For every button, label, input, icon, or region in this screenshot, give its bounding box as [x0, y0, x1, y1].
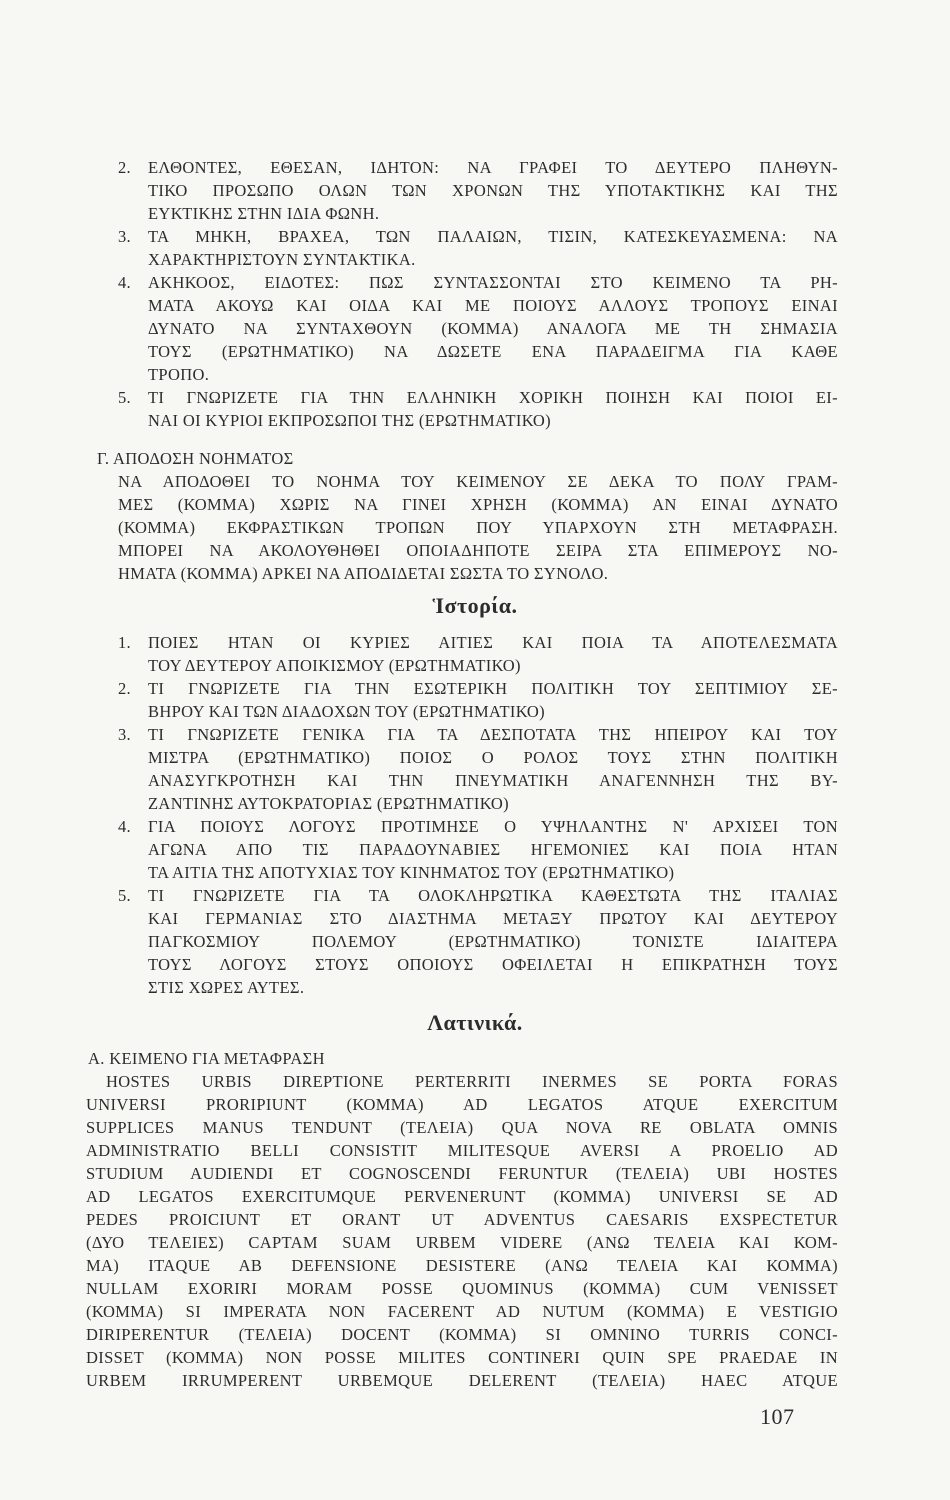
- text-line: ΣΤΙΣ ΧΩΡΕΣ ΑΥΤΕΣ.: [148, 978, 305, 997]
- text-line: ΕΥΚΤΙΚΗΣ ΣΤΗΝ ΙΔΙΑ ΦΩΝΗ.: [148, 204, 380, 223]
- section-title: Γ. ΑΠΟΔΟΣΗ ΝΟΗΜΑΤΟΣ: [97, 449, 294, 468]
- text-line: ΕΛΘΟΝΤΕΣ, ΕΘΕΣΑΝ, ΙΔΗΤΟΝ: ΝΑ ΓΡΑΦΕΙ ΤΟ ΔΕΥΤΕΡΟ ΠΛΗΘΥΝ-: [148, 158, 838, 177]
- latin-line: HOSTES URBIS DIREPTIONE PERTERRITI INERMES SE PORTA FORAS: [106, 1072, 838, 1091]
- item-number: 3.: [118, 227, 131, 246]
- history-heading-text: Ἱστορία.: [432, 593, 518, 618]
- text-line: ΓΙΑ ΠΟΙΟΥΣ ΛΟΓΟΥΣ ΠΡΟΤΙΜΗΣΕ Ο ΥΨΗΛΑΝΤΗΣ Ν' ΑΡΧΙΣΕΙ ΤΟΝ: [148, 817, 838, 836]
- text-line: ΤΟΥΣ ΛΟΓΟΥΣ ΣΤΟΥΣ ΟΠΟΙΟΥΣ ΟΦΕΙΛΕΤΑΙ Η ΕΠΙΚΡΑΤΗΣΗ ΤΟΥΣ: [148, 955, 838, 974]
- latin-line: STUDIUM AUDIENDI ET COGNOSCENDI FERUNTUR (ΤΕΛΕΙΑ) UBI HOSTES: [86, 1164, 838, 1183]
- text-line: ΜΠΟΡΕΙ ΝΑ ΑΚΟΛΟΥΘΗΘΕΙ ΟΠΟΙΑΔΗΠΟΤΕ ΣΕΙΡΑ ΣΤΑ ΕΠΙΜΕΡΟΥΣ ΝΟ-: [118, 541, 838, 560]
- latin-line: PEDES PROICIUNT ET ORANT UT ADVENTUS CAESARIS EXSPECTETUR: [86, 1210, 838, 1229]
- latin-line: DIRIPERENTUR (ΤΕΛΕΙΑ) DOCENT (ΚΟΜΜΑ) SI OMNINO TURRIS CONCI-: [86, 1325, 838, 1344]
- item-number: 2.: [118, 679, 131, 698]
- latin-line: URBEM IRRUMPERENT URBEMQUE DELERENT (ΤΕΛΕΙΑ) HAEC ATQUE: [86, 1371, 838, 1390]
- text-line: ΑΓΩΝΑ ΑΠΟ ΤΙΣ ΠΑΡΑΔΟΥΝΑΒΙΕΣ ΗΓΕΜΟΝΙΕΣ ΚΑΙ ΠΟΙΑ ΗΤΑΝ: [148, 840, 838, 859]
- item-number: 3.: [118, 725, 131, 744]
- text-line: ΚΑΙ ΓΕΡΜΑΝΙΑΣ ΣΤΟ ΔΙΑΣΤΗΜΑ ΜΕΤΑΞΥ ΠΡΩΤΟΥ ΚΑΙ ΔΕΥΤΕΡΟΥ: [148, 909, 838, 928]
- item-number: 4.: [118, 273, 131, 292]
- text-line: ΖΑΝΤΙΝΗΣ ΑΥΤΟΚΡΑΤΟΡΙΑΣ (ΕΡΩΤΗΜΑΤΙΚΟ): [148, 794, 510, 813]
- text-line: ΑΝΑΣΥΓΚΡΟΤΗΣΗ ΚΑΙ ΤΗΝ ΠΝΕΥΜΑΤΙΚΗ ΑΝΑΓΕΝΝΗΣΗ ΤΗΣ ΒΥ-: [148, 771, 838, 790]
- latin-line: AD LEGATOS EXERCITUMQUE PERVENERUNT (ΚΟΜΜΑ) UNIVERSI SE AD: [86, 1187, 838, 1206]
- text-line: ΝΑ ΑΠΟΔΟΘΕΙ ΤΟ ΝΟΗΜΑ ΤΟΥ ΚΕΙΜΕΝΟΥ ΣΕ ΔΕΚΑ ΤΟ ΠΟΛΥ ΓΡΑΜ-: [118, 472, 838, 491]
- item-number: 2.: [118, 158, 131, 177]
- history-heading: [0, 592, 950, 620]
- latin-line: ΜΑ) ITAQUE AB DEFENSIONE DESISTERE (ΑΝΩ ΤΕΛΕΙΑ ΚΑΙ ΚΟΜΜΑ): [86, 1256, 838, 1275]
- text-line: ΠΟΙΕΣ ΗΤΑΝ ΟΙ ΚΥΡΙΕΣ ΑΙΤΙΕΣ ΚΑΙ ΠΟΙΑ ΤΑ ΑΠΟΤΕΛΕΣΜΑΤΑ: [148, 633, 838, 652]
- text-line: ΑΚΗΚΟΟΣ, ΕΙΔΟΤΕΣ: ΠΩΣ ΣΥΝΤΑΣΣΟΝΤΑΙ ΣΤΟ ΚΕΙΜΕΝΟ ΤΑ ΡΗ-: [148, 273, 838, 292]
- latin-heading: [0, 1009, 950, 1037]
- text-line: ΔΥΝΑΤΟ ΝΑ ΣΥΝΤΑΧΘΟΥΝ (ΚΟΜΜΑ) ΑΝΑΛΟΓΑ ΜΕ ΤΗ ΣΗΜΑΣΙΑ: [148, 319, 838, 338]
- text-line: ΜΕΣ (ΚΟΜΜΑ) ΧΩΡΙΣ ΝΑ ΓΙΝΕΙ ΧΡΗΣΗ (ΚΟΜΜΑ) ΑΝ ΕΙΝΑΙ ΔΥΝΑΤΟ: [118, 495, 838, 514]
- latin-line: UNIVERSI PRORIPIUNT (ΚΟΜΜΑ) AD LEGATOS ATQUE EXERCITUM: [86, 1095, 838, 1114]
- item-number: 4.: [118, 817, 131, 836]
- text-line: ΤΟΥ ΔΕΥΤΕΡΟΥ ΑΠΟΙΚΙΣΜΟΥ (ΕΡΩΤΗΜΑΤΙΚΟ): [148, 656, 521, 675]
- latin-heading-text: Λατινικά.: [427, 1010, 523, 1035]
- latin-line: (ΔΥΟ ΤΕΛΕΙΕΣ) CAPTAM SUAM URBEM VIDERE (ΑΝΩ ΤΕΛΕΙΑ ΚΑΙ ΚΟΜ-: [86, 1233, 838, 1252]
- item-number: 1.: [118, 633, 131, 652]
- item-number: 5.: [118, 886, 131, 905]
- text-line: ΤΡΟΠΟ.: [148, 365, 210, 384]
- text-line: ΗΜΑΤΑ (ΚΟΜΜΑ) ΑΡΚΕΙ ΝΑ ΑΠΟΔΙΔΕΤΑΙ ΣΩΣΤΑ ΤΟ ΣΥΝΟΛΟ.: [118, 564, 609, 583]
- text-line: ΧΑΡΑΚΤΗΡΙΣΤΟΥΝ ΣΥΝΤΑΚΤΙΚΑ.: [148, 250, 416, 269]
- latin-line: (ΚΟΜΜΑ) SI IMPERATA NON FACERENT AD NUTUM (ΚΟΜΜΑ) E VESTIGIO: [86, 1302, 838, 1321]
- latin-line: NULLAM EXORIRI MORAM POSSE QUOMINUS (ΚΟΜΜΑ) CUM VENISSET: [86, 1279, 838, 1298]
- text-line: ΤΙ ΓΝΩΡΙΖΕΤΕ ΓΙΑ ΤΑ ΟΛΟΚΛΗΡΩΤΙΚΑ ΚΑΘΕΣΤΩΤΑ ΤΗΣ ΙΤΑΛΙΑΣ: [148, 886, 838, 905]
- text-line: ΝΑΙ ΟΙ ΚΥΡΙΟΙ ΕΚΠΡΟΣΩΠΟΙ ΤΗΣ (ΕΡΩΤΗΜΑΤΙΚΟ): [148, 411, 552, 430]
- text-line: ΜΙΣΤΡΑ (ΕΡΩΤΗΜΑΤΙΚΟ) ΠΟΙΟΣ Ο ΡΟΛΟΣ ΤΟΥΣ ΣΤΗΝ ΠΟΛΙΤΙΚΗ: [148, 748, 838, 767]
- text-line: ΤΙ ΓΝΩΡΙΖΕΤΕ ΓΙΑ ΤΗΝ ΕΣΩΤΕΡΙΚΗ ΠΟΛΙΤΙΚΗ ΤΟΥ ΣΕΠΤΙΜΙΟΥ ΣΕ-: [148, 679, 838, 698]
- section-title: Α. ΚΕΙΜΕΝΟ ΓΙΑ ΜΕΤΑΦΡΑΣΗ: [88, 1049, 325, 1068]
- text-line: ΤΙ ΓΝΩΡΙΖΕΤΕ ΓΙΑ ΤΗΝ ΕΛΛΗΝΙΚΗ ΧΟΡΙΚΗ ΠΟΙΗΣΗ ΚΑΙ ΠΟΙΟΙ ΕΙ-: [148, 388, 838, 407]
- text-line: (ΚΟΜΜΑ) ΕΚΦΡΑΣΤΙΚΩΝ ΤΡΟΠΩΝ ΠΟΥ ΥΠΑΡΧΟΥΝ ΣΤΗ ΜΕΤΑΦΡΑΣΗ.: [118, 518, 838, 537]
- latin-line: ADMINISTRATIO BELLI CONSISTIT MILITESQUE AVERSI A PROELIO AD: [86, 1141, 838, 1160]
- latin-line: DISSET (ΚΟΜΜΑ) NON POSSE MILITES CONTINERI QUIN SPE PRAEDAE IN: [86, 1348, 838, 1367]
- text-line: ΤΙΚΟ ΠΡΟΣΩΠΟ ΟΛΩΝ ΤΩΝ ΧΡΟΝΩΝ ΤΗΣ ΥΠΟΤΑΚΤΙΚΗΣ ΚΑΙ ΤΗΣ: [148, 181, 838, 200]
- text-line: ΠΑΓΚΟΣΜΙΟΥ ΠΟΛΕΜΟΥ (ΕΡΩΤΗΜΑΤΙΚΟ) ΤΟΝΙΣΤΕ ΙΔΙΑΙΤΕΡΑ: [148, 932, 838, 951]
- text-line: ΤΑ ΑΙΤΙΑ ΤΗΣ ΑΠΟΤΥΧΙΑΣ ΤΟΥ ΚΙΝΗΜΑΤΟΣ ΤΟΥ (ΕΡΩΤΗΜΑΤΙΚΟ): [148, 863, 675, 882]
- text-line: ΤΙ ΓΝΩΡΙΖΕΤΕ ΓΕΝΙΚΑ ΓΙΑ ΤΑ ΔΕΣΠΟΤΑΤΑ ΤΗΣ ΗΠΕΙΡΟΥ ΚΑΙ ΤΟΥ: [148, 725, 838, 744]
- page-number: 107: [760, 1404, 795, 1429]
- text-line: ΤΑ ΜΗΚΗ, ΒΡΑΧΕΑ, ΤΩΝ ΠΑΛΑΙΩΝ, ΤΙΣΙΝ, ΚΑΤΕΣΚΕΥΑΣΜΕΝΑ: ΝΑ: [148, 227, 838, 246]
- text-line: ΤΟΥΣ (ΕΡΩΤΗΜΑΤΙΚΟ) ΝΑ ΔΩΣΕΤΕ ΕΝΑ ΠΑΡΑΔΕΙΓΜΑ ΓΙΑ ΚΑΘΕ: [148, 342, 838, 361]
- latin-line: SUPPLICES MANUS TENDUNT (ΤΕΛΕΙΑ) QUA NOVA RE OBLATA OMNIS: [86, 1118, 838, 1137]
- text-line: ΜΑΤΑ ΑΚΟΥΩ ΚΑΙ ΟΙΔΑ ΚΑΙ ΜΕ ΠΟΙΟΥΣ ΑΛΛΟΥΣ ΤΡΟΠΟΥΣ ΕΙΝΑΙ: [148, 296, 838, 315]
- item-number: 5.: [118, 388, 131, 407]
- text-line: ΒΗΡΟΥ ΚΑΙ ΤΩΝ ΔΙΑΔΟΧΩΝ ΤΟΥ (ΕΡΩΤΗΜΑΤΙΚΟ): [148, 702, 545, 721]
